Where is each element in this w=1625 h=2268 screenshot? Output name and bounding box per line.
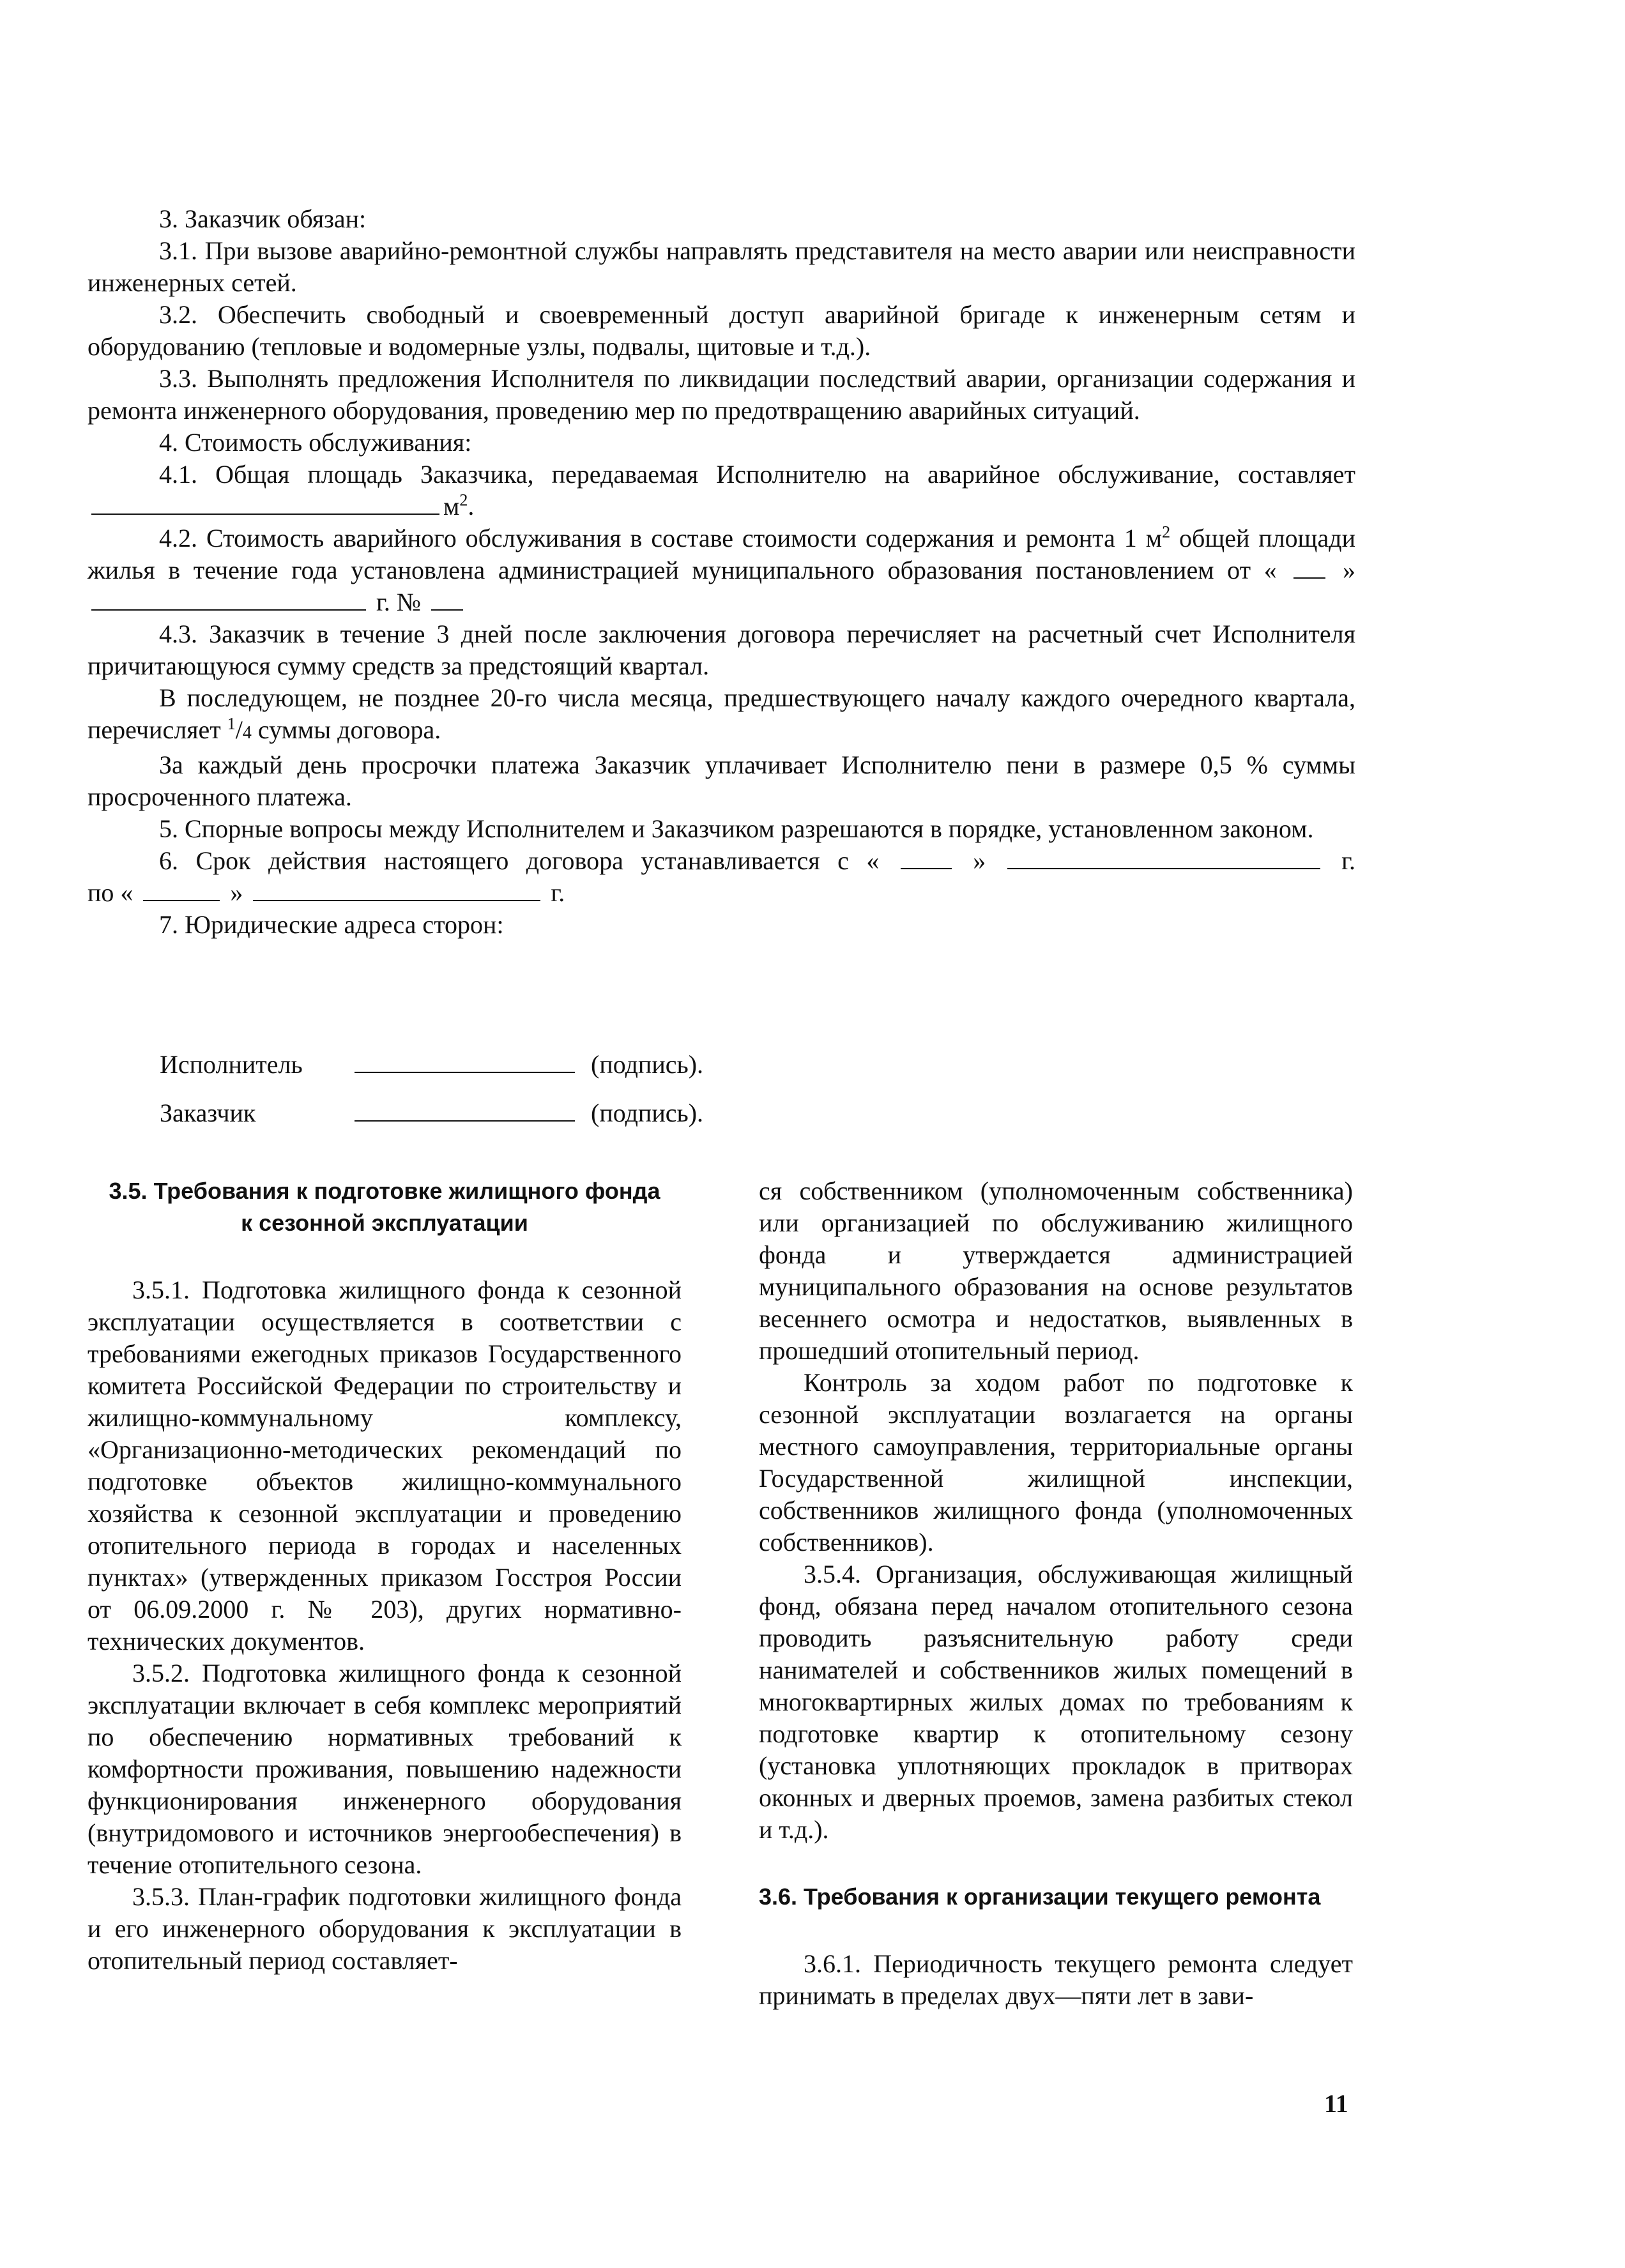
start-month-blank (1007, 845, 1320, 869)
executor-signature-row (160, 1049, 703, 1081)
executor-signature-line (355, 1049, 575, 1073)
page-number: 11 (1324, 2089, 1348, 2118)
fraction-slash: / (235, 715, 243, 744)
executor-label: Исполнитель (160, 1050, 303, 1079)
clause-3-5-4: 3.5.4. Организация, обслуживающая жилищный фонд, обязана перед началом отопительного сезона проводить разъяснительную работу среди нанимателей и собственников жилых помещений в многоквартирных жилых домах по требованиям к подготовке квартир к отопительному сезону (установка уплотняющих прокладок в притворах оконных и дверных проемов, замена разбитых стекол и т.д.). (759, 1560, 1353, 1844)
customer-label: Заказчик (160, 1099, 256, 1127)
customer-sign-note: (подпись). (591, 1099, 704, 1127)
period: . (468, 492, 475, 521)
to-label: по « (88, 878, 134, 907)
clause-3-5-3-continued: ся собственником (уполномоченным собственника) или организацией по обслуживанию жилищного фонда и утверждается администрацией муниципального образования на основе результатов весеннего осмотра и недостатков, выявленных в прошедший отопительный период. (759, 1176, 1353, 1365)
clause-4-2-sup: 2 (1162, 522, 1171, 542)
clause-4-3-penalty: За каждый день просрочки платежа Заказчик уплачивает Исполнителю пени в размере 0,5 % суммы просроченного платежа. (88, 750, 1355, 811)
clause-3-5-1: 3.5.1. Подготовка жилищного фонда к сезонной эксплуатации осуществляется в соответствии с требованиями ежегодных приказов Государственного комитета Российской Федерации по строительству и жилищно-коммунальному комплексу, «Организационно-методических рекомендаций по подготовке объектов жилищно-коммунального хозяйства к сезонной эксплуатации и проведению отопительного периода в городах и населенных пунктах» (утвержденных приказом Госстроя России от 06.09.2000 г. № 203), других нормативно-технических документов. (88, 1275, 682, 1655)
unit-m: м (443, 492, 460, 521)
clause-4-3: 4.3. Заказчик в течение 3 дней после заключения договора перечисляет на расчетный счет Исполнителя причитающуюся сумму средств за предстоящий квартал. (88, 620, 1355, 680)
fraction-num: 1 (227, 714, 236, 733)
right-column (759, 1175, 1353, 2012)
section-3-5-heading-line1: 3.5. Требования к подготовке жилищного фонда (109, 1178, 660, 1204)
day-blank (1293, 554, 1325, 579)
number-blank (431, 586, 463, 611)
clause-6 (88, 845, 1355, 877)
customer-signature-line (355, 1097, 575, 1122)
clause-3-5-2: 3.5.2. Подготовка жилищного фонда к сезонной эксплуатации включает в себя комплекс мероприятий по обеспечению нормативных требований к комфортности проживания, повышению надежности функционирования инженерного оборудования (внутридомового и источников энергообеспечения) в течение отопительного сезона. (88, 1659, 682, 1879)
left-column (88, 1175, 682, 1977)
year-number-label: г. № (376, 588, 422, 616)
area-blank (91, 491, 439, 515)
clause-6-text: 6. Срок действия настоящего договора устанавливается с « (159, 846, 880, 875)
year-abbr-start: г. (1341, 846, 1356, 875)
clause-4-1-text: 4.1. Общая площадь Заказчика, передаваемая Исполнителю на аварийное обслуживание, составляет (159, 460, 1355, 489)
payment-text-a: В последующем, не позднее 20-го числа месяца, предшествующего началу каждого очередного квартала, перечисляет (88, 683, 1355, 744)
executor-sign-note: (подпись). (591, 1050, 704, 1079)
clause-3-1: 3.1. При вызове аварийно-ремонтной службы направлять представителя на место аварии или неисправности инженерных сетей. (88, 236, 1355, 297)
clause-7: 7. Юридические адреса сторон: (159, 910, 504, 939)
section-3-5-heading-line2: к сезонной эксплуатации (241, 1210, 528, 1236)
end-month-blank (253, 877, 540, 901)
quote-close: » (1343, 556, 1356, 584)
clause-4-2-text-b: общей площади жилья в течение года установлена администрацией муниципального образования постановлением от « (88, 524, 1355, 584)
year-abbr-end: г. (551, 878, 565, 907)
control-paragraph: Контроль за ходом работ по подготовке к сезонной эксплуатации возлагается на органы местного самоуправления, территориальные органы Государственной жилищной инспекции, собственников жилищного фонда (уполномоченных собственников). (759, 1368, 1353, 1556)
customer-signature-row (160, 1097, 703, 1129)
clause-3: 3. Заказчик обязан: (159, 204, 367, 233)
quote-close-end: » (230, 878, 243, 907)
clause-6-end (88, 877, 1355, 909)
clause-4: 4. Стоимость обслуживания: (159, 428, 472, 457)
clause-3-6-1: 3.6.1. Периодичность текущего ремонта следует принимать в пределах двух—пяти лет в зави- (759, 1949, 1353, 2010)
payment-text-c: суммы договора. (251, 715, 441, 744)
clause-3-3: 3.3. Выполнять предложения Исполнителя по ликвидации последствий аварии, организации содержания и ремонта инженерного оборудования, проведению мер по предотвращению аварийных ситуаций. (88, 364, 1355, 425)
start-day-blank (901, 845, 952, 869)
section-3-6-heading: 3.6. Требования к организации текущего ремонта (759, 1884, 1321, 1910)
fraction-den: 4 (242, 723, 252, 743)
quote-close-start: » (973, 846, 986, 875)
clause-3-2: 3.2. Обеспечить свободный и своевременный доступ аварийной бригаде к инженерным сетям и оборудованию (тепловые и водомерные узлы, подвалы, щитовые и т.д.). (88, 300, 1355, 361)
clause-5: 5. Спорные вопросы между Исполнителем и Заказчиком разрешаются в порядке, установленном законом. (159, 814, 1314, 843)
month-blank (91, 586, 366, 611)
clause-4-1 (88, 459, 1355, 522)
clause-3-5-3: 3.5.3. План-график подготовки жилищного фонда и его инженерного оборудования к эксплуатации в отопительный период составляет- (88, 1882, 682, 1975)
clause-4-2-text-a: 4.2. Стоимость аварийного обслуживания в составе стоимости содержания и ремонта 1 м (159, 524, 1163, 552)
contract-text-block (88, 203, 1355, 941)
unit-sup: 2 (459, 491, 468, 510)
clause-4-3-payment (88, 682, 1355, 749)
section-3-5-heading (88, 1175, 682, 1239)
end-day-blank (143, 877, 220, 901)
clause-4-2 (88, 522, 1355, 618)
